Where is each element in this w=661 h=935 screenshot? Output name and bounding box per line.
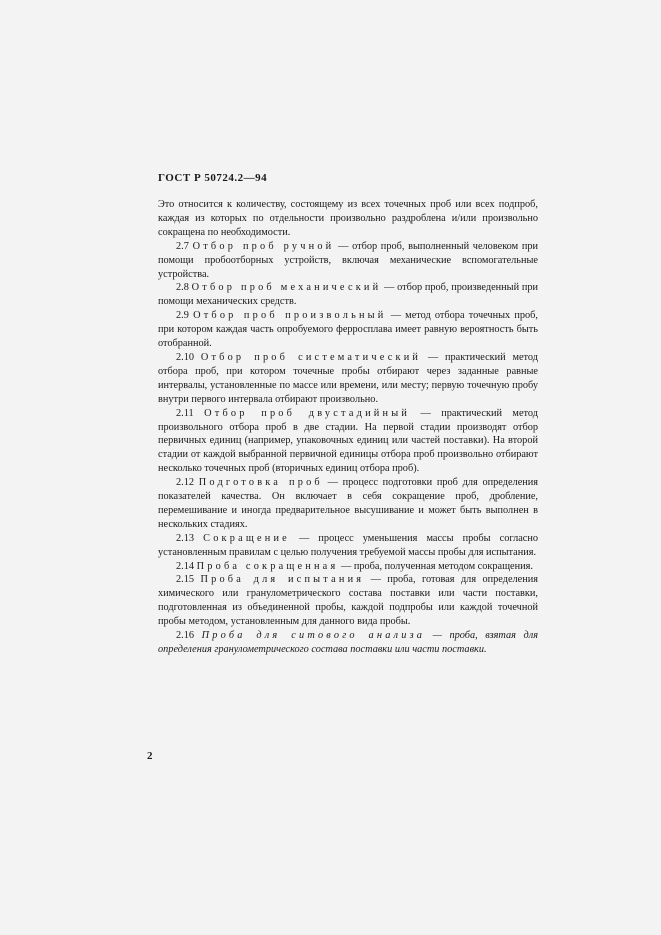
definition-text: — отбор проб, произведенный при помощи механических средств.: [158, 282, 539, 308]
defined-term: Отбор проб двустадийный: [204, 407, 411, 419]
definition-2-16: [158, 629, 538, 657]
defined-term: Отбор проб произвольный: [193, 310, 387, 322]
document-body: [158, 198, 538, 657]
clause-number: 2.11: [176, 407, 194, 419]
defined-term: Проба сокращенная: [196, 560, 339, 572]
definition-text: — проба, взятая для определения гранулометрического состава поставки или части поставки.: [158, 630, 538, 655]
definition-2-10: [158, 351, 538, 407]
defined-term: Отбор проб механический: [191, 282, 382, 294]
defined-term: Проба для ситового анализа: [201, 630, 426, 642]
definition-text: — практический метод произвольного отбора проб в две стадии. На первой стадии производят отбор первичных единиц (например, упаковочных единиц или частей поставки). На второй стадии от каждой выбранной первичной единицы отбора проб произвольно отбирают несколько точечных проб (вторичных единиц отбора проб).: [158, 407, 538, 475]
definition-2-11: [158, 407, 538, 477]
defined-term: Отбор проб ручной: [192, 240, 335, 252]
definition-2-7: [158, 240, 538, 282]
definition-text: — процесс подготовки проб для определения показателей качества. Он включает в себя сокращение проб, дробление, перемешивание и иногда предварительное высушивание и может быть выполнен в нескольких стадиях.: [158, 477, 539, 530]
clause-number: 2.8: [176, 282, 189, 294]
clause-number: 2.16: [176, 630, 195, 642]
clause-number: 2.13: [176, 532, 195, 544]
definition-2-13: [158, 532, 538, 560]
document-header-code: ГОСТ Р 50724.2—94: [158, 172, 268, 184]
defined-term: Отбор проб систематический: [200, 351, 422, 363]
definition-2-8: [158, 281, 538, 309]
definition-2-12: [158, 476, 538, 532]
defined-term: Проба для испытания: [200, 574, 365, 586]
definition-text: — метод отбора точечных проб, при котором каждая часть опробуемого ферросплава имеет равную вероятность быть отобранной.: [158, 310, 538, 350]
definition-text: — проба, готовая для определения химического или гранулометрического состава поставки или части поставки, подготовленная из объединенной пробы, каждой подпробы или каждой точечной пробы методом, установленным для данного вида пробы.: [158, 574, 538, 628]
definition-2-14: [158, 560, 538, 574]
page-number: 2: [147, 750, 153, 762]
definition-2-15: [158, 573, 538, 629]
definition-text: — процесс уменьшения массы пробы согласно установленным правилам с целью получения требуемой массы пробы для испытания.: [158, 532, 539, 558]
clause-number: 2.14: [176, 560, 195, 572]
paragraph-continuation: [158, 198, 538, 240]
clause-number: 2.7: [176, 240, 189, 252]
definition-text: — проба, полученная методом сокращения.: [338, 560, 533, 572]
clause-number: 2.9: [176, 310, 189, 322]
definition-2-9: [158, 309, 538, 351]
definition-text: — практический метод отбора проб, при котором точечные пробы отбирают через заданные равные интервалы, установленные по массе или времени, или месту; первую точечную пробу внутри первого интервала отбирают произвольно.: [158, 351, 539, 405]
clause-number: 2.10: [176, 351, 195, 363]
paragraph-text: Это относится к количеству, состоящему из всех точечных проб или всех подпроб, каждая из которых по отдельности произвольно раздроблена и/или произвольно сокращена по необходимости.: [158, 199, 538, 238]
defined-term: Сокращение: [203, 532, 290, 544]
definition-text: — отбор проб, выполненный человеком при помощи пробоотборных устройств, включая механические вспомогательные устройства.: [158, 240, 538, 280]
defined-term: Подготовка проб: [198, 477, 323, 489]
clause-number: 2.15: [176, 574, 195, 586]
clause-number: 2.12: [176, 477, 195, 489]
